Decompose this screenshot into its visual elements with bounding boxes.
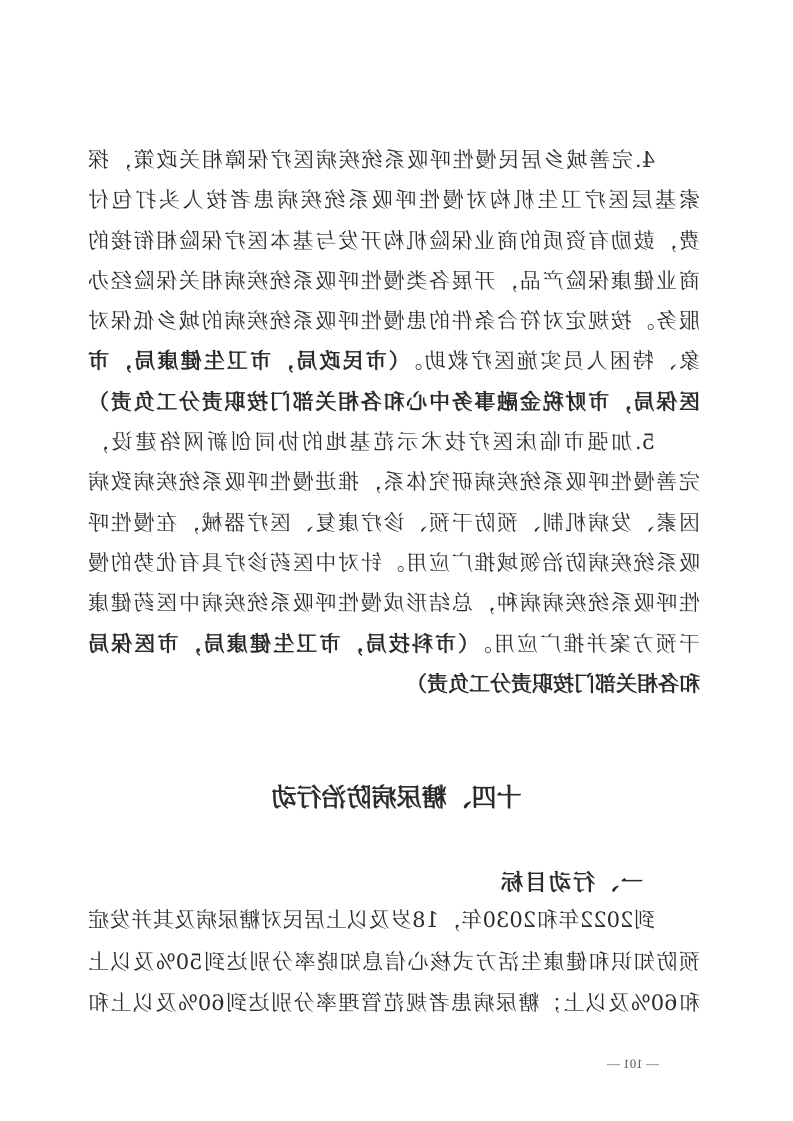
text-line	[88, 140, 700, 180]
text-line	[88, 900, 700, 942]
responsible-agencies: 和各相关部门按职责分工负责）	[406, 670, 700, 696]
line-text: 索基层医疗卫生机构对慢性呼吸系统疾病患者按人头打包付	[88, 188, 700, 213]
text-line	[88, 503, 700, 543]
text-line	[88, 301, 700, 341]
subsection-heading: 一、行动目标	[498, 871, 643, 896]
section-heading: 十四、糖尿病防治行动	[271, 783, 522, 812]
line-text: 5.加强市临床医疗技术示范基地的协同创新网络建设，	[88, 430, 655, 455]
text-line	[88, 382, 700, 422]
responsible-agencies: （市民政局，市卫生健康局，市	[88, 348, 400, 374]
responsible-agencies: 医保局，市财税金融事务中心和各相关部门按职责分工负责）	[88, 388, 700, 414]
text-line	[88, 180, 700, 220]
paragraphs-diabetes-goals	[88, 900, 700, 1025]
text-line	[88, 221, 700, 261]
line-text: 服务。按规定对符合条件的患慢性呼吸系统疾病的城乡低保对	[88, 309, 700, 334]
text-line	[88, 942, 700, 984]
text-line	[88, 583, 700, 623]
line-text: 象、特困人员实施医疗救助。	[399, 349, 700, 374]
page-number: — 101 —	[607, 1056, 659, 1071]
responsible-agencies: （市科技局，市卫生健康局，市医保局	[88, 630, 469, 656]
line-text: 费，鼓励有资质的商业保险机构开发与基本医疗保险相衔接的	[88, 228, 700, 253]
line-text: 因素、发病机制、预防干预、诊疗康复、医疗器械，在慢性呼	[88, 510, 700, 535]
line-text: 性呼吸系统疾病病种，总结形成慢性呼吸系统疾病中医药健康	[88, 591, 700, 616]
text-line	[88, 983, 700, 1025]
text-line	[88, 462, 700, 502]
line-text: 预防知识和健康生活方式核心信息知晓率分别达到50%及以上	[88, 949, 700, 974]
text-line	[88, 341, 700, 381]
text-line	[88, 664, 700, 704]
line-text: 完善慢性呼吸系统疾病研究体系，推进慢性呼吸系统疾病致病	[88, 470, 700, 495]
text-line	[88, 422, 700, 462]
text-line	[88, 543, 700, 583]
paragraphs-chronic-respiratory	[88, 140, 700, 704]
line-text: 到2022年和2030年，18岁及以上居民对糖尿病及其并发症	[88, 908, 655, 932]
text-line	[88, 624, 700, 664]
line-text: 4.完善城乡居民慢性呼吸系统疾病医疗保障相关政策，探	[88, 148, 655, 172]
line-text: 商业健康保险产品，开展各类慢性呼吸系统疾病相关保险经办	[88, 268, 700, 293]
text-line	[88, 261, 700, 301]
line-text: 和60%及以上；糖尿病患者规范管理率分别达到60%及以上和	[88, 991, 700, 1015]
line-text: 吸系统疾病防治领域推广应用。针对中医药诊疗具有优势的慢	[88, 550, 700, 575]
line-text: 干预方案并推广应用。	[468, 631, 700, 656]
